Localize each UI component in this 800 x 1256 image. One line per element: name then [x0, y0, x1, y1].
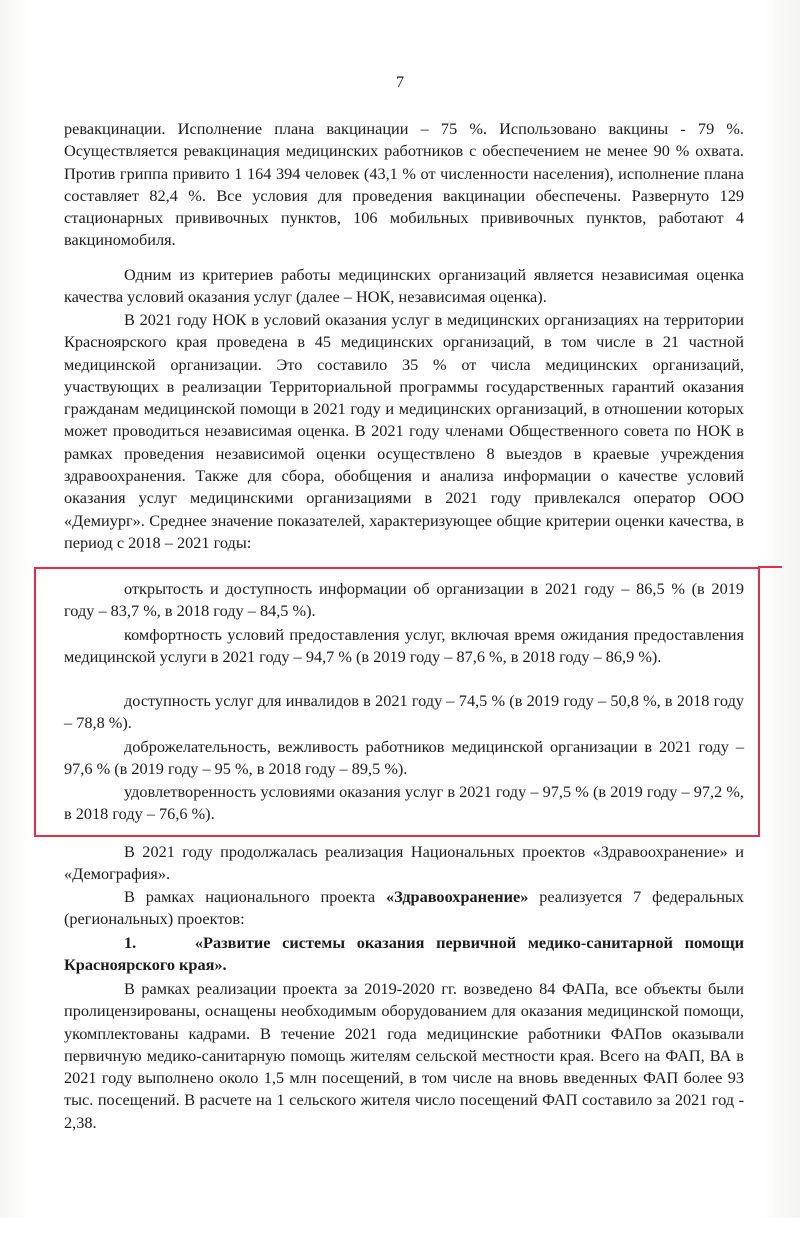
project-1-heading: [64, 932, 744, 977]
paragraph-fap: В рамках реализации проекта за 2019-2020 гг. возведено 84 ФАПа, все объекты были пролицензированы, оснащены необходимым оборудованием для оказания медицинской помощи, укомплектованы кадрами. В течение 2021 года медицинские работники ФАПов оказывали первичную медико-санитарную помощь жителям сельской местности края. Всего на ФАП, ВА в 2021 году выполнено около 1,5 млн посещений, в том числе на вновь введенных ФАП более 93 тыс. посещений. В расчете на 1 сельского жителя число посещений ФАП составило за 2021 год - 2,38.: [64, 979, 744, 1132]
paragraph-nok-2021: В 2021 году НОК в условий оказания услуг в медицинских организациях на территории Красноярского края проведена в 45 медицинских организаций, в том числе в 21 частной медицинской организации. Это составило 35 % от числа медицинских организаций, участвующих в реализации Территориальной программы государственных гарантий оказания гражданам медицинской помощи в 2021 году и медицинских организаций, в отношении которых может проводиться независимая оценка. В 2021 году членами Общественного совета по НОК в рамках проведения независимой оценки осуществлено 8 выездов в краевые учреждения здравоохранения. Также для сбора, обобщения и анализа информации о качестве условий оказания услуг медицинскими организациями в 2021 году привлекался оператор ООО «Демиург». Среднее значение показателей, характеризующее общие критерии оценки качества, в период с 2018 – 2021 годы:: [64, 310, 744, 552]
page-number: 7: [396, 74, 404, 91]
project-1-number: 1.: [124, 933, 137, 952]
nat-project-name: «Здравоохранение»: [385, 887, 529, 906]
nat-project-lead: В рамках национального проекта: [124, 887, 386, 906]
criterion-courtesy: доброжелательность, вежливость работников медицинской организации в 2021 году – 97,6 % (в 2019 году – 95 %, в 2018 году – 89,5 %).: [64, 737, 744, 779]
criterion-openness: открытость и доступность информации об организации в 2021 году – 86,5 % (в 2019 году – 83,7 %, в 2018 году – 84,5 %).: [64, 579, 744, 621]
criterion-accessibility: доступность услуг для инвалидов в 2021 году – 74,5 % (в 2019 году – 50,8 %, в 2018 году – 78,8 %).: [64, 691, 744, 733]
highlight-box-tail: [758, 566, 782, 568]
highlight-box: [34, 567, 760, 837]
paragraph-national-projects: В 2021 году продолжалась реализация Национальных проектов «Здравоохранение» и «Демография».: [64, 842, 744, 884]
criterion-satisfaction: удовлетворенность условиями оказания услуг в 2021 году – 97,5 % (в 2019 году – 97,2 %, в 2018 году – 76,6 %).: [64, 782, 744, 824]
paragraph-vaccination: ревакцинации. Исполнение плана вакцинации – 75 %. Использовано вакцины - 79 %. Осуществляется ревакцинация медицинских работников с обеспечением не менее 90 % охвата. Против гриппа привито 1 164 394 человек (43,1 % от численности населения), исполнение плана составляет 82,4 %. Все условия для проведения вакцинации обеспечены. Развернуто 129 стационарных прививочных пунктов, 106 мобильных прививочных пунктов, работают 4 вакциномобиля.: [64, 119, 744, 250]
criterion-comfort: комфортность условий предоставления услуг, включая время ожидания предоставления медицинской услуги в 2021 году – 94,7 % (в 2019 году – 87,6 %, в 2018 году – 86,9 %).: [64, 625, 744, 667]
paragraph-nok-intro: Одним из критериев работы медицинских организаций является независимая оценка качества условий оказания услуг (далее – НОК, независимая оценка).: [64, 265, 744, 307]
nat-project-tail: реализуется 7 федеральных (региональных) проектов:: [64, 887, 744, 929]
project-1-title: «Развитие системы оказания первичной медико-санитарной помощи Красноярского края».: [64, 933, 744, 975]
paragraph-healthcare-project: [64, 886, 744, 931]
bottom-margin: [0, 1218, 800, 1256]
